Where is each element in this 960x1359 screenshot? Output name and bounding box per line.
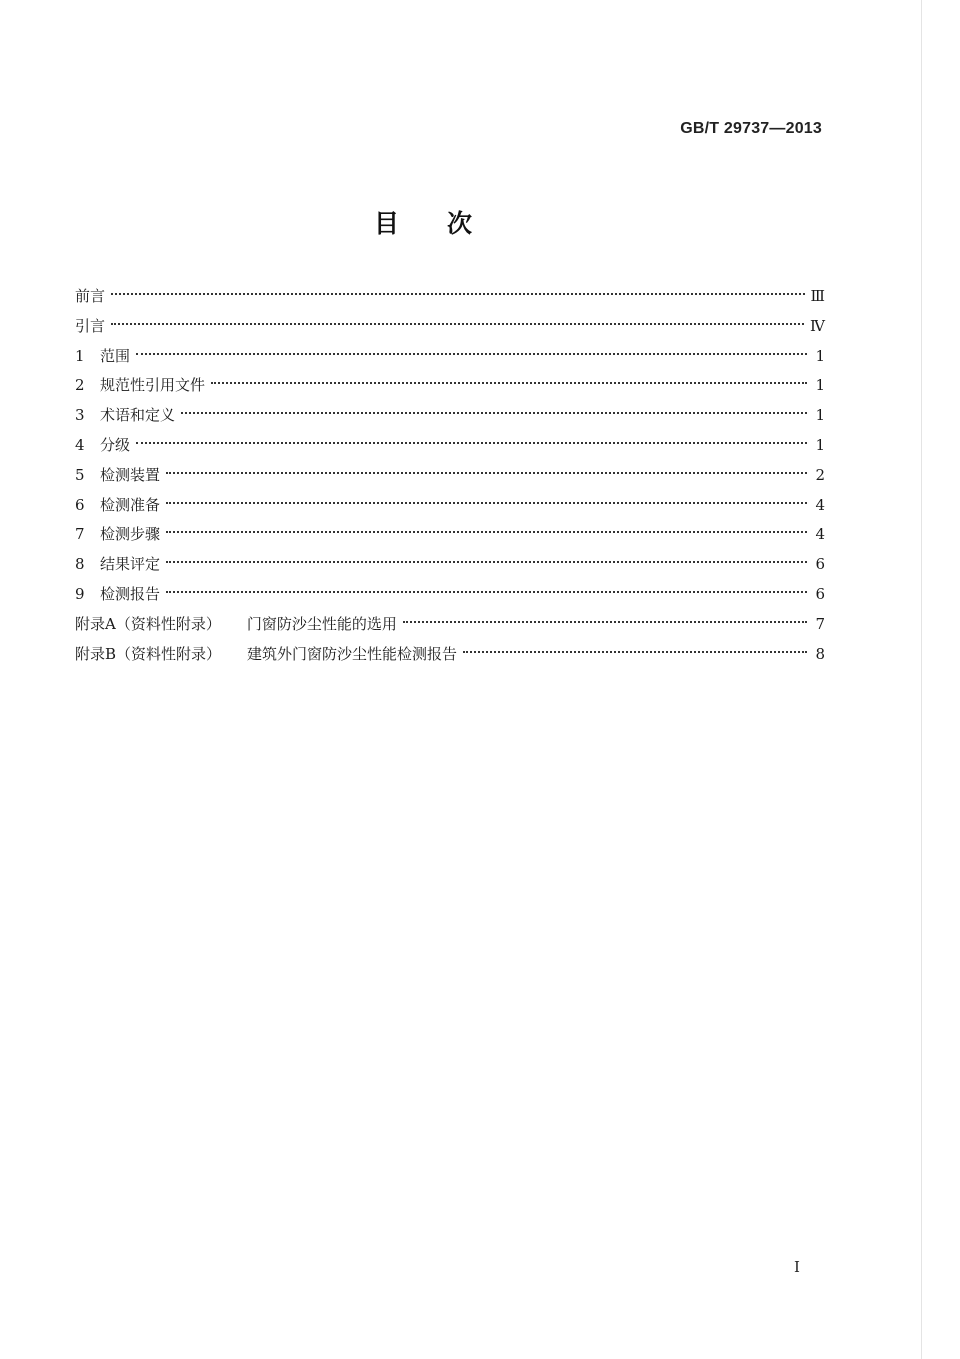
toc-leader-dots	[111, 323, 804, 325]
toc-leader-dots	[403, 621, 807, 623]
toc-leader-dots	[166, 561, 807, 563]
toc-entry-appendix: 附录B（资料性附录）	[75, 644, 222, 663]
toc-entry-label: 术语和定义	[100, 406, 176, 425]
toc-entry-page: 2	[815, 465, 825, 484]
toc-entry-number: 5	[75, 465, 85, 484]
toc-leader-dots	[181, 412, 807, 414]
toc-entry-number: 3	[75, 406, 85, 425]
page-number: I	[794, 1258, 800, 1276]
toc-entry-page: 6	[815, 555, 825, 574]
standard-code: GB/T 29737—2013	[680, 120, 822, 137]
toc-entry-appendix: 附录A（资料性附录）	[75, 614, 221, 633]
toc-entry[interactable]	[75, 463, 825, 493]
toc-entry-number: 2	[75, 376, 85, 395]
toc-title: 目次	[373, 209, 520, 238]
toc-entry[interactable]	[75, 642, 825, 672]
toc-entry-label: 结果评定	[100, 555, 161, 574]
toc-entry-number: 7	[75, 525, 85, 544]
toc-entry-label: 门窗防沙尘性能的选用	[246, 614, 397, 633]
toc-entry[interactable]	[75, 403, 825, 433]
toc-entry-page: Ⅲ	[810, 287, 825, 305]
toc-entry-label: 前言	[75, 287, 106, 305]
toc-entry-page: 6	[815, 584, 825, 603]
toc-leader-dots	[166, 531, 807, 533]
toc-entry[interactable]	[75, 314, 825, 344]
toc-leader-dots	[211, 382, 807, 384]
toc-entry-label: 分级	[100, 435, 131, 454]
toc-entry-label: 检测步骤	[100, 525, 161, 544]
toc-entry-page: 1	[815, 435, 825, 454]
toc-entry-label: 范围	[100, 346, 131, 365]
toc-entry[interactable]	[75, 344, 825, 374]
toc-entry[interactable]	[75, 284, 825, 314]
toc-entry[interactable]	[75, 433, 825, 463]
toc-entry-page: 1	[815, 346, 825, 365]
toc-entry-label: 检测报告	[100, 584, 161, 603]
toc-entry-page: 1	[815, 406, 825, 425]
toc-entry-number: 6	[75, 495, 85, 514]
toc-entry-page: 7	[815, 614, 825, 633]
toc-entry[interactable]	[75, 552, 825, 582]
toc-entry-number: 9	[75, 584, 85, 603]
table-of-contents	[75, 284, 825, 671]
toc-leader-dots	[166, 502, 807, 504]
toc-entry[interactable]	[75, 582, 825, 612]
toc-leader-dots	[166, 591, 807, 593]
toc-leader-dots	[463, 651, 807, 653]
toc-entry-label: 规范性引用文件	[100, 376, 206, 395]
toc-entry-page: 4	[815, 495, 825, 514]
toc-entry[interactable]	[75, 522, 825, 552]
toc-entry-page: 1	[815, 376, 825, 395]
toc-entry-number: 8	[75, 555, 85, 574]
toc-entry-number: 1	[75, 346, 85, 365]
toc-leader-dots	[111, 293, 805, 295]
toc-entry-number: 4	[75, 435, 85, 454]
toc-entry-label: 检测准备	[100, 495, 161, 514]
toc-entry[interactable]	[75, 493, 825, 523]
toc-entry-page: Ⅳ	[810, 316, 825, 335]
scan-edge-line	[921, 0, 922, 1359]
toc-leader-dots	[136, 353, 807, 355]
toc-leader-dots	[136, 442, 807, 444]
toc-entry[interactable]	[75, 612, 825, 642]
toc-entry-label: 检测装置	[100, 465, 161, 484]
toc-entry-page: 8	[815, 644, 825, 663]
toc-entry[interactable]	[75, 373, 825, 403]
toc-entry-page: 4	[815, 525, 825, 544]
toc-leader-dots	[166, 472, 807, 474]
toc-entry-label: 引言	[75, 316, 106, 335]
toc-entry-label: 建筑外门窗防沙尘性能检测报告	[247, 644, 458, 663]
